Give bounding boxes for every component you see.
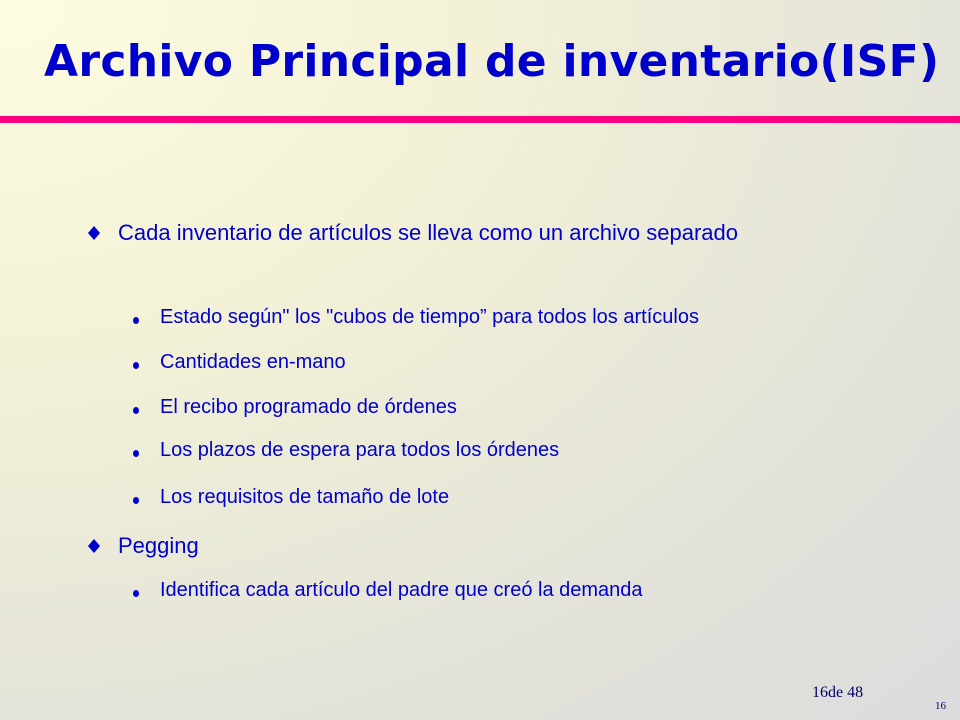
sub-bullet-item [133, 578, 933, 602]
slide-number: 16 [935, 700, 946, 712]
round-bullet-icon [133, 497, 139, 504]
sub-bullet-text: El recibo programado de órdenes [160, 396, 457, 418]
sub-bullet-item [133, 350, 933, 374]
sub-bullet-item [133, 305, 933, 329]
sub-bullet-text: Estado según" los "cubos de tiempo” para todos los artículos [160, 306, 699, 328]
round-bullet-icon [133, 450, 139, 457]
round-bullet-icon [133, 362, 139, 369]
bullet-text: Pegging [118, 533, 199, 558]
sub-bullet-text: Identifica cada artículo del padre que creó la demanda [160, 579, 643, 601]
bullet-item [88, 214, 868, 251]
bullet-text: Cada inventario de artículos se lleva como un archivo separado [118, 220, 739, 245]
page-indicator: 16de 48 [812, 684, 864, 701]
bullet-item [88, 527, 868, 564]
sub-bullet-text: Los plazos de espera para todos los órdenes [160, 439, 560, 461]
sub-bullet-text: Cantidades en-mano [160, 351, 346, 373]
slide-title: Archivo Principal de inventario(ISF) [44, 36, 940, 87]
round-bullet-icon [133, 590, 139, 597]
sub-bullet-item [133, 485, 933, 509]
diamond-bullet-icon [88, 539, 100, 553]
round-bullet-icon [133, 407, 139, 414]
sub-bullet-item [133, 438, 933, 462]
diamond-bullet-icon [88, 226, 100, 240]
round-bullet-icon [133, 317, 139, 324]
sub-bullet-text: Los requisitos de tamaño de lote [160, 486, 450, 508]
sub-bullet-item [133, 395, 933, 419]
